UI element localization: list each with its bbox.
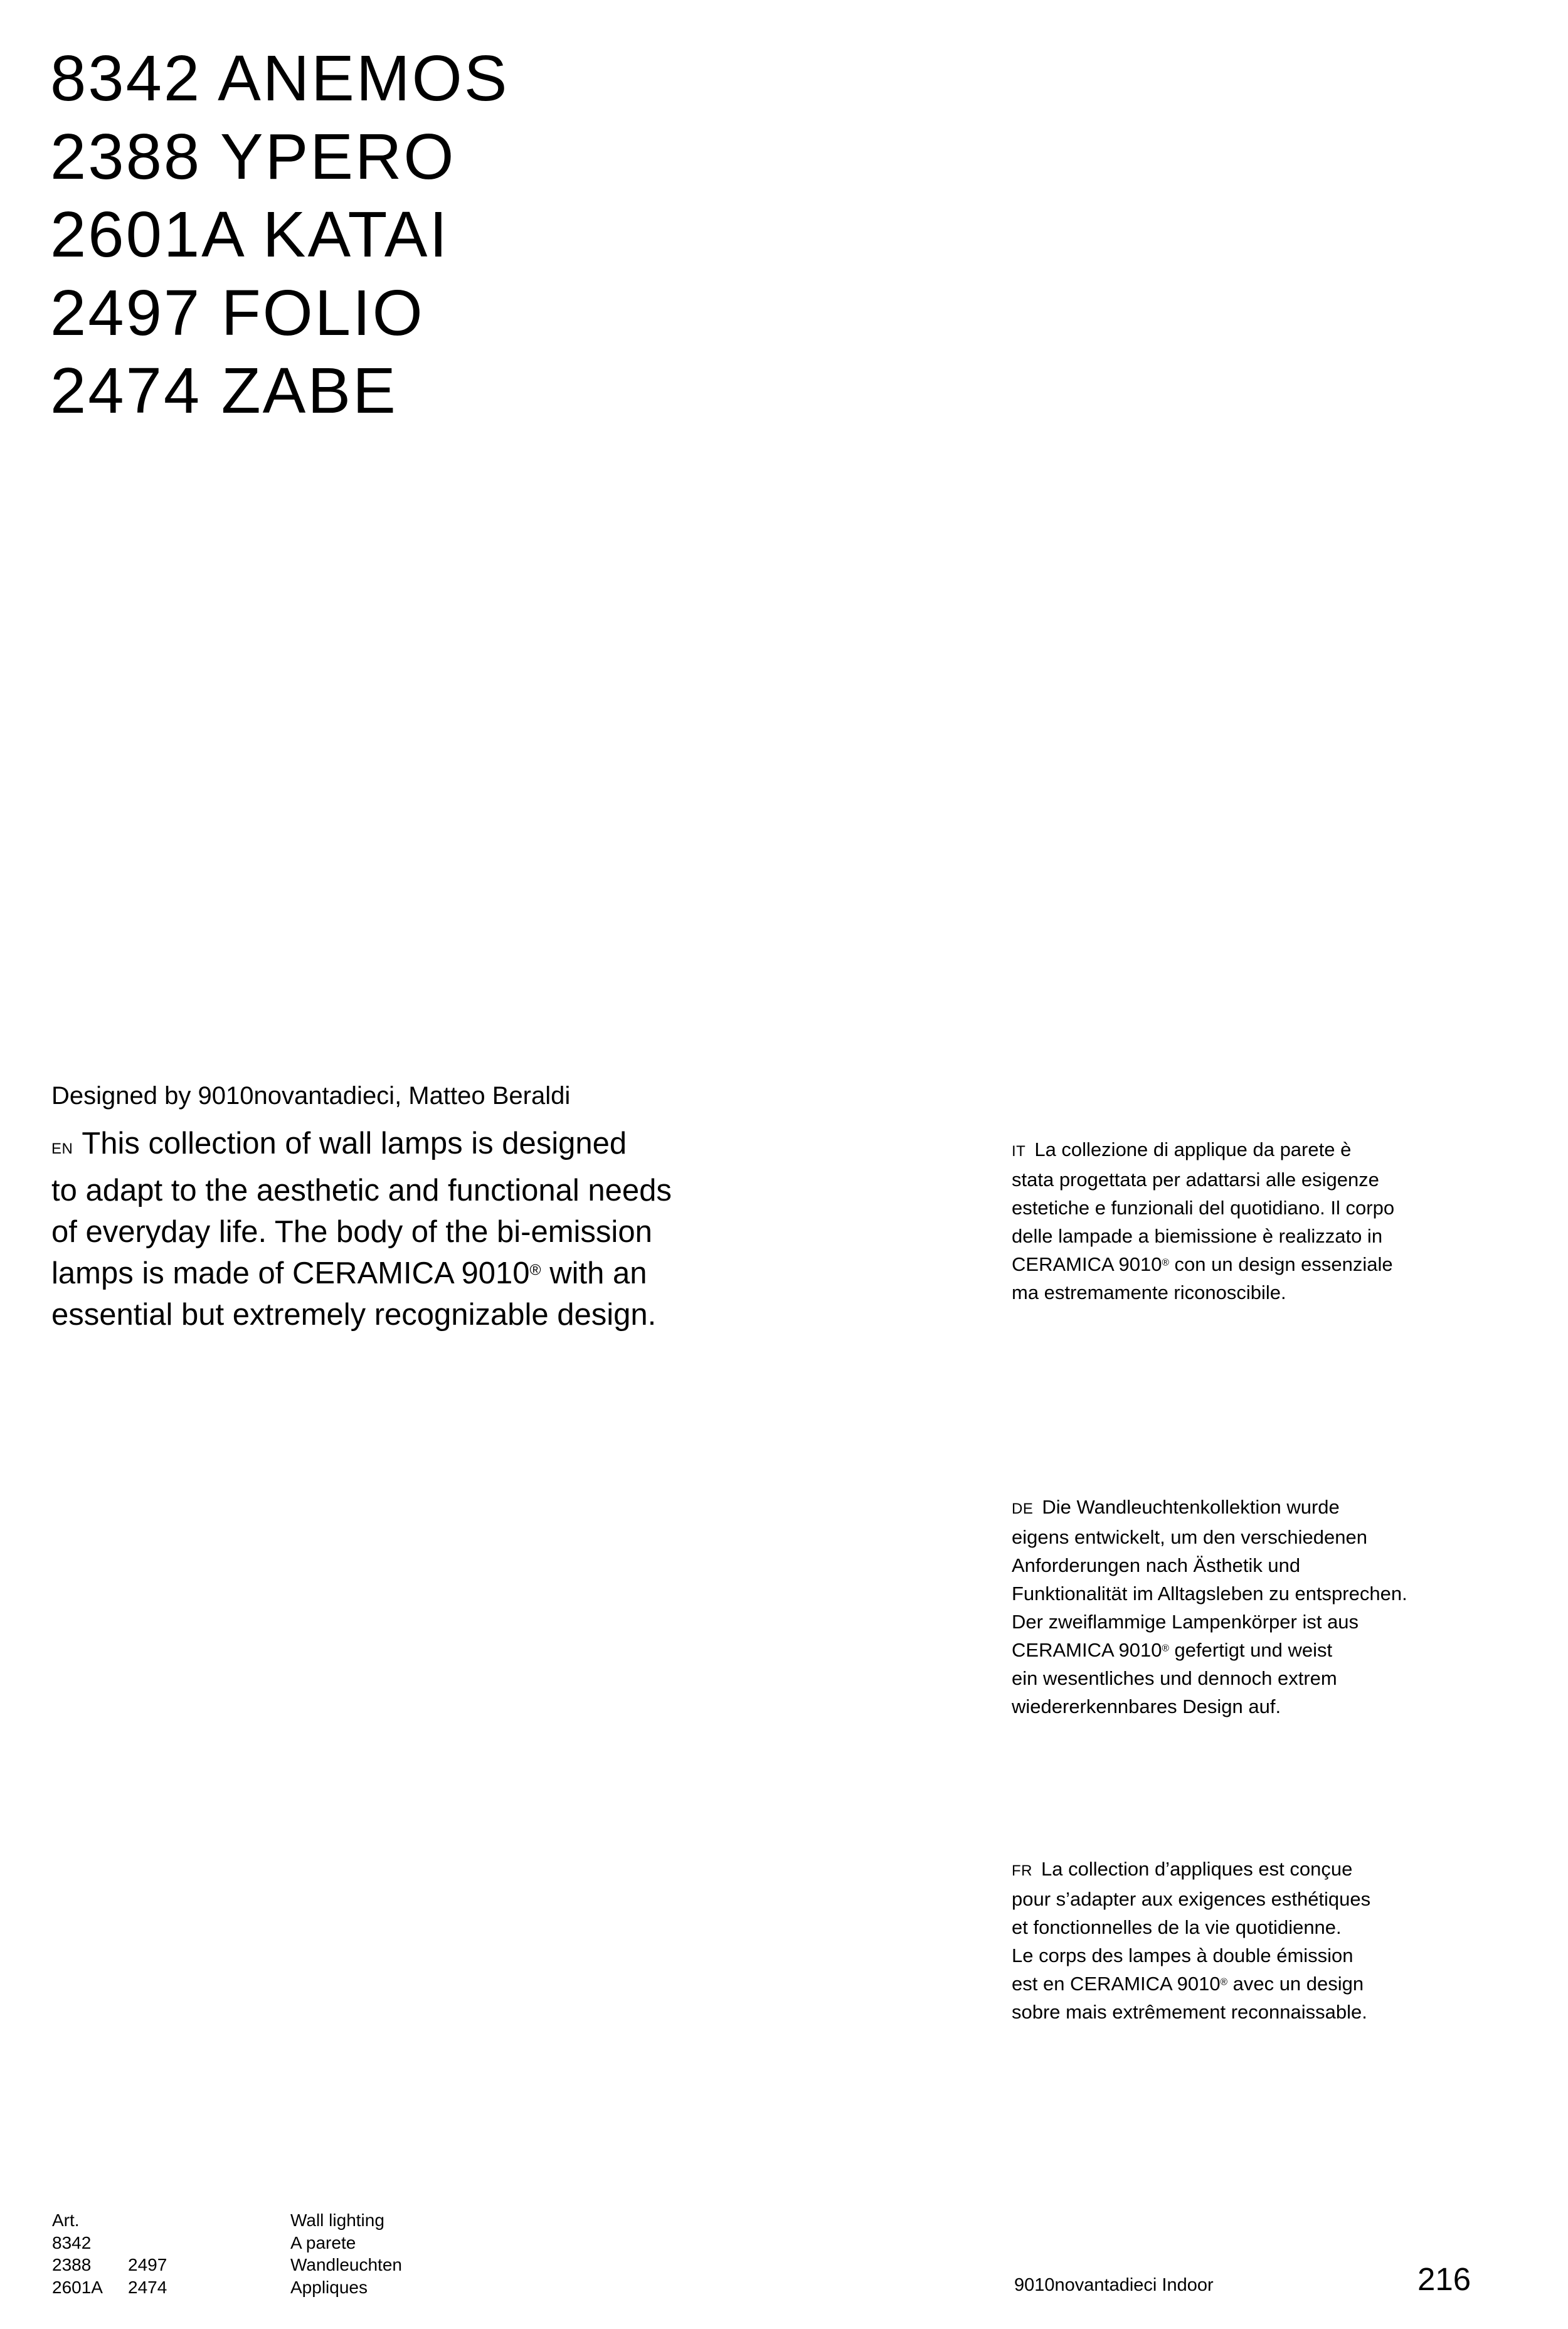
description-en-text: This collection of wall lamps is designed xyxy=(82,1127,627,1160)
description-fr-lines: pour s’adapter aux exigences esthétiques et fonctionnelles de la vie quotidienne. Le corps des lampes à double émission est en CERAMICA 9010® avec un design sobre mais extrêmement reconnaissable. xyxy=(1012,1888,1371,2023)
description-de xyxy=(1012,1493,1407,1721)
footer-article-numbers-column-2: 2497 2474 xyxy=(128,2255,167,2297)
designer-credit: Designed by 9010novantadieci, Matteo Beraldi xyxy=(51,1082,571,1110)
description-de-lines: eigens entwickelt, um den verschiedenen Anforderungen nach Ästhetik und Funktionalität im Alltagsleben zu entsprechen. Der zweiflammige Lampenkörper ist aus CERAMICA 9010® gefertigt und weist ein wesentliches und dennoch extrem wiedererkennbares Design auf. xyxy=(1012,1526,1407,1717)
description-it-first-line xyxy=(1012,1135,1352,1165)
description-it xyxy=(1012,1135,1395,1307)
description-fr-first-line xyxy=(1012,1855,1353,1885)
language-label-fr: FR xyxy=(1012,1862,1032,1879)
description-it-lines: stata progettata per adattarsi alle esigenze estetiche e funzionali del quotidiano. Il corpo delle lampade a biemissione è realizzato in CERAMICA 9010® con un design essenziale ma estremamente riconoscibile. xyxy=(1012,1169,1395,1303)
description-de-first-line xyxy=(1012,1493,1340,1523)
description-fr xyxy=(1012,1855,1371,2026)
language-label-it: IT xyxy=(1012,1143,1026,1160)
footer-category-labels: Wall lighting A parete Wandleuchten Appliques xyxy=(290,2210,402,2297)
language-label-en: EN xyxy=(51,1140,73,1157)
description-de-text: Die Wandleuchtenkollektion wurde xyxy=(1042,1496,1340,1518)
page-number: 216 xyxy=(1417,2261,1471,2297)
product-title-list: 8342 ANEMOS 2388 YPERO 2601A KATAI 2497 FOLIO 2474 ZABE xyxy=(50,42,509,427)
description-fr-text: La collection d’appliques est conçue xyxy=(1041,1858,1353,1880)
description-en-lines: to adapt to the aesthetic and functional needs of everyday life. The body of the bi-emission lamps is made of CERAMICA 9010® with an essential but extremely recognizable design. xyxy=(51,1174,672,1332)
language-label-de: DE xyxy=(1012,1500,1034,1517)
description-en xyxy=(51,1123,804,1335)
footer-article-numbers-column-1: Art. 8342 2388 2601A xyxy=(52,2210,103,2297)
description-en-first-line xyxy=(51,1123,804,1170)
footer-brand: 9010novantadieci Indoor xyxy=(1014,2275,1214,2295)
description-it-text: La collezione di applique da parete è xyxy=(1034,1138,1352,1160)
